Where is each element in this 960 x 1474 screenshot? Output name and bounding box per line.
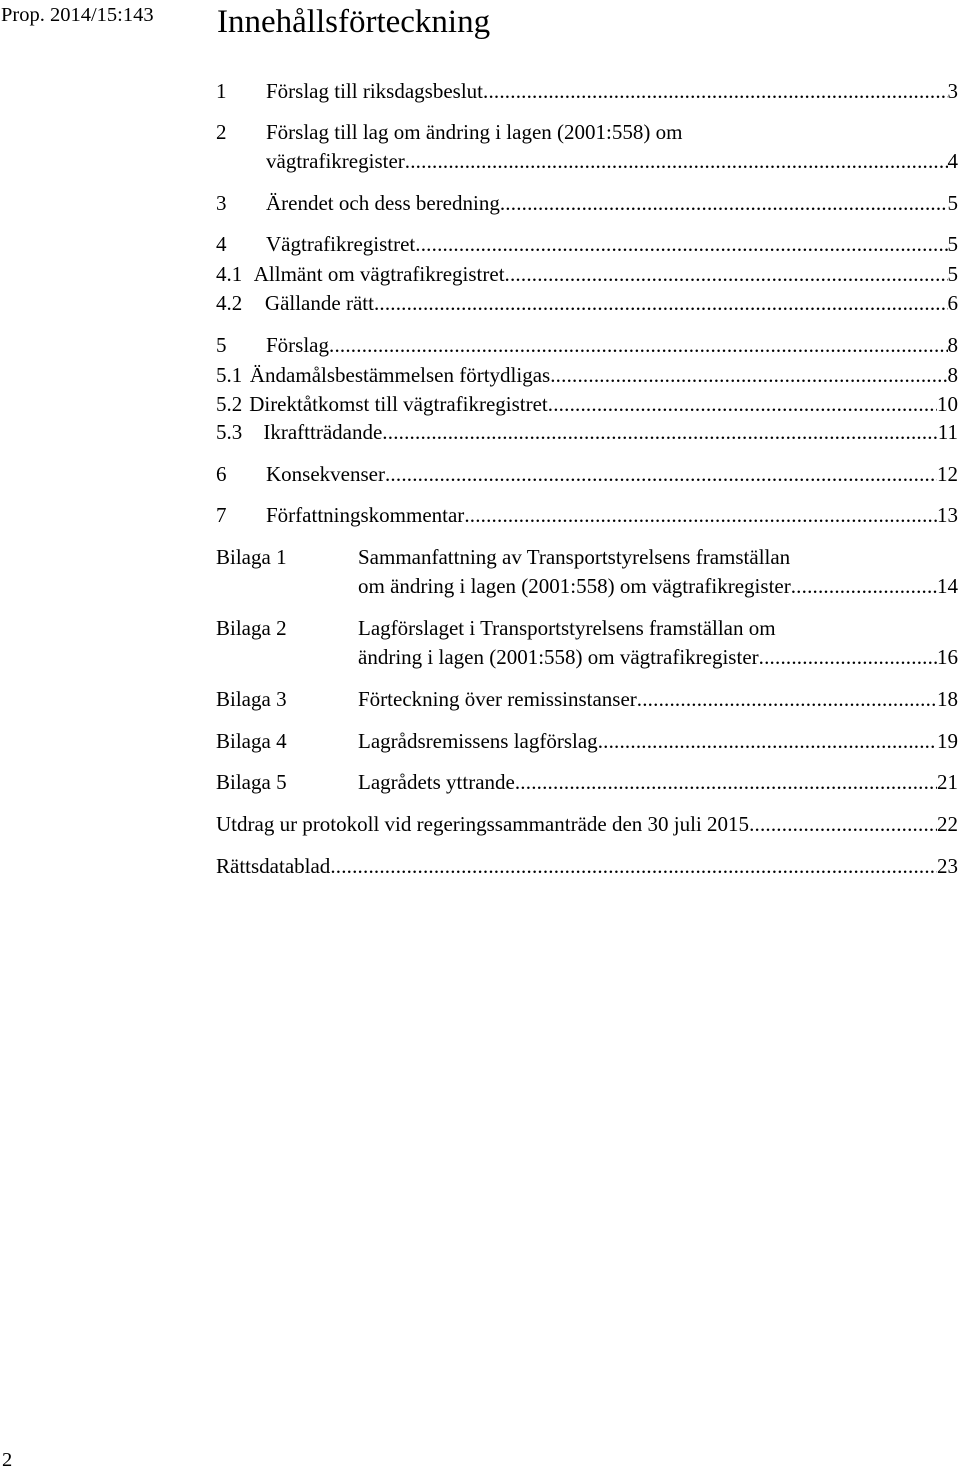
toc-entry-page: 5 (947, 262, 958, 286)
dot-leader (759, 643, 937, 672)
appendix-label: Bilaga 3 (216, 687, 287, 711)
toc-appendix-entry[interactable] (216, 685, 958, 714)
toc-entry-title: Ärendet och dess beredning (266, 191, 500, 215)
toc-entry-title: Gällande rätt (264, 291, 374, 315)
toc-entry-number: 7 (216, 503, 227, 527)
toc-entry-title: Ändamålsbestämmelsen förtydligas (249, 363, 551, 387)
toc-entry-number: 2 (216, 120, 227, 144)
toc-entry-number: 6 (216, 462, 227, 486)
document-reference: Prop. 2014/15:143 (1, 4, 154, 26)
toc-entry-first-line (216, 543, 790, 572)
dot-leader (505, 260, 948, 289)
toc-entry-page: 18 (937, 687, 958, 711)
dot-leader (405, 147, 948, 176)
dot-leader (329, 331, 948, 360)
toc-entry[interactable] (216, 230, 958, 259)
appendix-label: Bilaga 5 (216, 770, 287, 794)
toc-entry-title: om ändring i lagen (2001:558) om vägtrafikregister (358, 574, 791, 598)
toc-entry-title: Förteckning över remissinstanser (358, 687, 637, 711)
toc-entry-number: 4.2 (216, 291, 243, 315)
toc-entry-title: Ikraftträdande (263, 420, 383, 444)
dot-leader (464, 501, 937, 530)
toc-entry-page: 12 (937, 462, 958, 486)
toc-entry-page: 16 (937, 645, 958, 669)
toc-entry-number: 3 (216, 191, 227, 215)
toc-entry[interactable] (216, 460, 958, 489)
toc-entry-title: Förslag till riksdagsbeslut (266, 79, 483, 103)
toc-appendix-entry[interactable] (216, 727, 958, 756)
toc-entry-title: Vägtrafikregistret (266, 232, 416, 256)
toc-entry-page: 4 (947, 149, 958, 173)
toc-entry-page: 3 (947, 79, 958, 103)
dot-leader (330, 852, 937, 881)
dot-leader (385, 460, 937, 489)
toc-subentry[interactable] (216, 418, 958, 447)
toc-subentry[interactable] (216, 390, 958, 419)
toc-entry[interactable] (216, 331, 958, 360)
toc-entry[interactable] (216, 77, 958, 106)
toc-appendix-entry[interactable] (216, 572, 958, 601)
page-title: Innehållsförteckning (217, 4, 491, 40)
toc-entry-page: 6 (947, 291, 958, 315)
toc-entry-page: 10 (937, 392, 958, 416)
dot-leader (382, 418, 937, 447)
dot-leader (791, 572, 937, 601)
toc-entry-page: 5 (947, 232, 958, 256)
toc-entry-page: 21 (937, 770, 958, 794)
toc-entry-number: 4 (216, 232, 227, 256)
toc-entry-page: 14 (937, 574, 958, 598)
appendix-label: Bilaga 1 (216, 545, 287, 569)
toc-entry-number: 5.3 (216, 420, 243, 444)
dot-leader (598, 727, 937, 756)
toc-entry-page: 8 (947, 333, 958, 357)
toc-entry-page: 8 (947, 363, 958, 387)
toc-entry-title-line1: Lagförslaget i Transportstyrelsens framställan om (358, 616, 776, 640)
toc-entry-title-line1: Sammanfattning av Transportstyrelsens framställan (358, 545, 791, 569)
toc-entry-title: Direktåtkomst till vägtrafikregistret (249, 392, 548, 416)
toc-entry-title: Konsekvenser (266, 462, 385, 486)
toc-entry-first-line (216, 118, 682, 147)
dot-leader (749, 810, 937, 839)
toc-entry-title: Allmänt om vägtrafikregistret (253, 262, 505, 286)
dot-leader (548, 390, 937, 419)
dot-leader (500, 189, 948, 218)
toc-appendix-entry[interactable] (216, 643, 958, 672)
table-of-contents (216, 0, 958, 900)
toc-entry-title: ändring i lagen (2001:558) om vägtrafikregister (358, 645, 759, 669)
appendix-label: Bilaga 2 (216, 616, 287, 640)
toc-subentry[interactable] (216, 289, 958, 318)
toc-entry[interactable] (216, 501, 958, 530)
toc-entry-title-line1: Förslag till lag om ändring i lagen (2001:558) om (266, 120, 683, 144)
dot-leader (550, 361, 947, 390)
toc-entry-title: Lagrådsremissens lagförslag (358, 729, 598, 753)
toc-entry-title: Lagrådets yttrande (358, 770, 515, 794)
toc-entry-title: Förslag (266, 333, 329, 357)
toc-subentry[interactable] (216, 260, 958, 289)
toc-entry-page: 19 (937, 729, 958, 753)
toc-entry-page: 13 (937, 503, 958, 527)
toc-entry-page: 22 (937, 812, 958, 836)
toc-entry[interactable] (216, 189, 958, 218)
toc-entry-first-line (216, 614, 776, 643)
toc-entry[interactable] (216, 852, 958, 881)
toc-entry-number: 5 (216, 333, 227, 357)
toc-entry-number: 1 (216, 79, 227, 103)
toc-entry-title: Utdrag ur protokoll vid regeringssammanträde den 30 juli 2015 (216, 812, 750, 836)
dot-leader (515, 768, 937, 797)
toc-entry-title: Författningskommentar (266, 503, 465, 527)
dot-leader (415, 230, 947, 259)
toc-entry-number: 5.1 (216, 363, 243, 387)
toc-appendix-entry[interactable] (216, 768, 958, 797)
appendix-label: Bilaga 4 (216, 729, 287, 753)
dot-leader (483, 77, 948, 106)
toc-entry-page: 5 (947, 191, 958, 215)
toc-entry-number: 4.1 (216, 262, 243, 286)
toc-entry-number: 5.2 (216, 392, 243, 416)
toc-entry-title: Rättsdatablad (216, 854, 331, 878)
dot-leader (637, 685, 937, 714)
toc-entry[interactable] (216, 810, 958, 839)
dot-leader (374, 289, 948, 318)
toc-entry-page: 11 (937, 420, 958, 444)
toc-entry[interactable] (216, 147, 958, 176)
toc-subentry[interactable] (216, 361, 958, 390)
page-number: 2 (2, 1449, 13, 1471)
toc-entry-page: 23 (937, 854, 958, 878)
toc-entry-title: vägtrafikregister (266, 149, 405, 173)
